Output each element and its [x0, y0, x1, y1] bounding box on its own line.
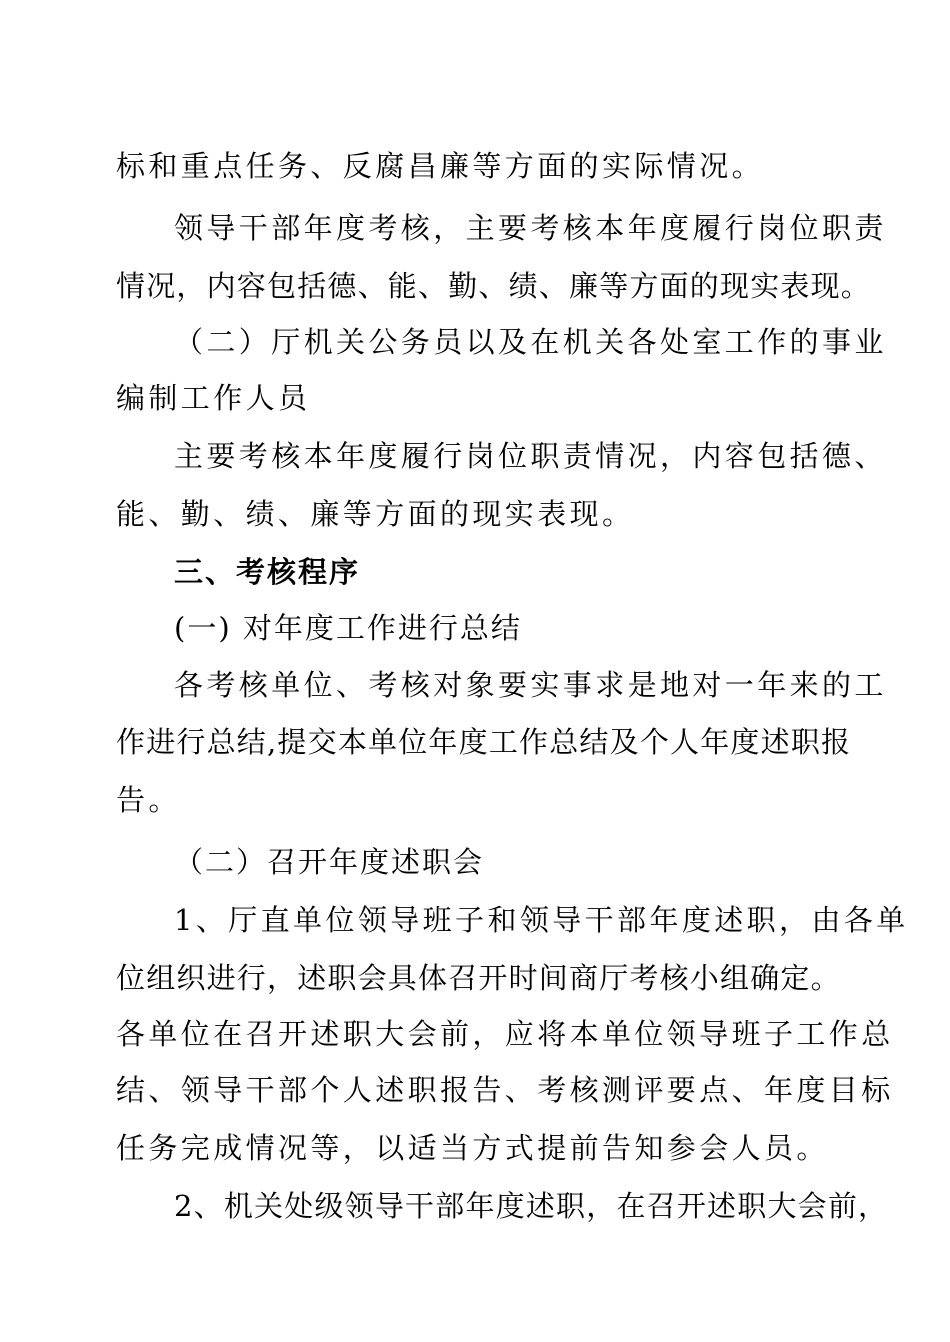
section-heading: 三、考核程序: [174, 555, 361, 589]
paragraph-line: 任务完成情况等，以适当方式提前告知参会人员。: [116, 1131, 829, 1165]
paragraph-line: 结、领导干部个人述职报告、考核测评要点、年度目标: [116, 1073, 894, 1107]
section-subheading: （二）召开年度述职会: [174, 845, 485, 879]
paragraph-line: 标和重点任务、反腐昌廉等方面的实际情况。: [116, 149, 765, 183]
paragraph-line: 告。: [116, 783, 181, 817]
paragraph-line: 领导干部年度考核，主要考核本年度履行岗位职责: [174, 211, 887, 245]
paragraph-line: 情况，内容包括德、能、勤、绩、廉等方面的现实表现。: [116, 269, 872, 303]
section-subheading: （二）厅机关公务员以及在机关各处室工作的事业: [174, 325, 887, 359]
paragraph-line: 位组织进行，述职会具体召开时间商厅考核小组确定。: [116, 961, 841, 995]
paragraph-line: 1、厅直单位领导班子和领导干部年度述职，由各单: [174, 903, 909, 937]
paragraph-line: 各单位在召开述职大会前，应将本单位领导班子工作总: [116, 1017, 894, 1051]
section-subheading: (一) 对年度工作进行总结: [174, 611, 522, 645]
paragraph-line: 2、机关处级领导干部年度述职，在召开述职大会前，: [174, 1189, 889, 1223]
paragraph-line: 能、勤、绩、廉等方面的现实表现。: [116, 497, 635, 531]
paragraph-line: 作进行总结,提交本单位年度工作总结及个人年度述职报: [116, 725, 852, 759]
paragraph-line: 各考核单位、考核对象要实事求是地对一年来的工: [174, 668, 887, 702]
section-subheading-continued: 编制工作人员: [116, 381, 311, 415]
paragraph-line: 主要考核本年度履行岗位职责情况，内容包括德、: [174, 439, 887, 473]
